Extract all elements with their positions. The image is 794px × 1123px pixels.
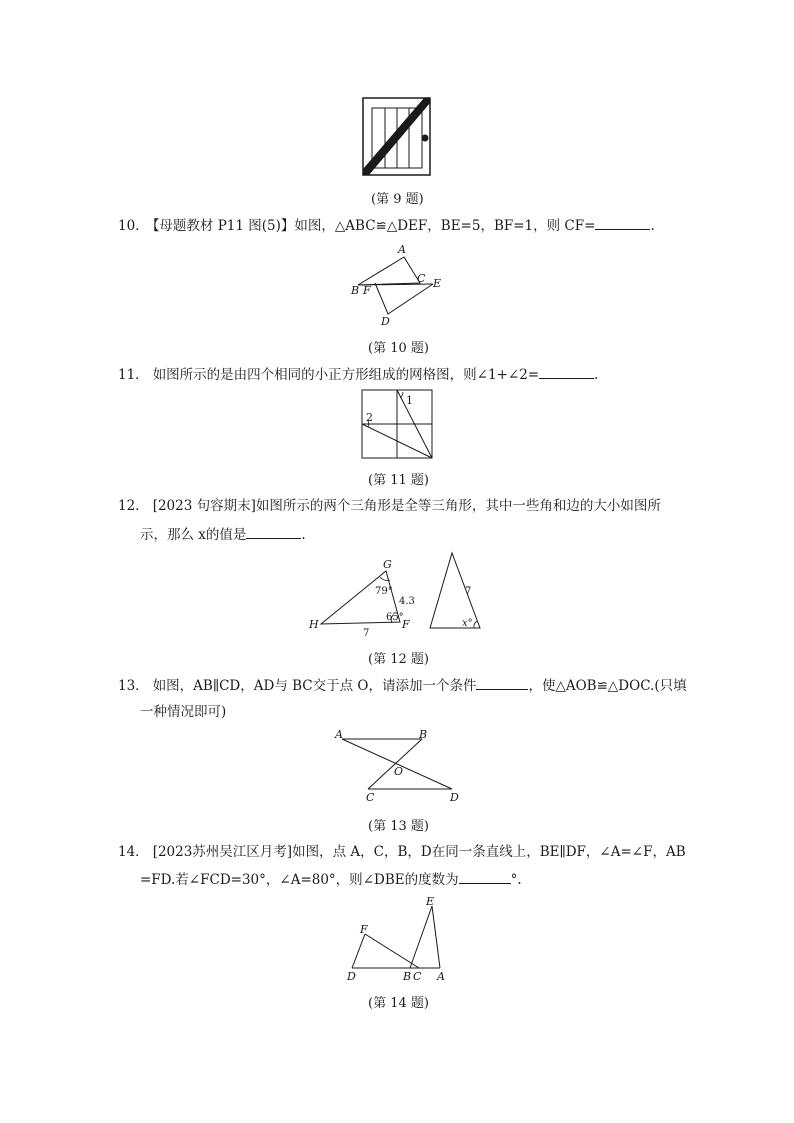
label-F: F <box>363 284 371 297</box>
question-10 <box>118 215 655 236</box>
question-number: 10． <box>118 218 149 234</box>
figure-10-caption: (第 10 题) <box>368 341 429 356</box>
label-B: B <box>403 970 412 983</box>
question-13 <box>118 675 687 696</box>
figure-9-caption: (第 9 题) <box>371 192 424 207</box>
label-F: F <box>402 618 410 631</box>
question-14-text: =FD.若∠FCD=30°，∠A=80°，则∠DBE的度数为 <box>140 872 459 888</box>
question-end: °. <box>510 872 522 888</box>
question-12-line1: [2023 句容期末]如图所示的两个三角形是全等三角形，其中一些角和边的大小如图所 <box>152 498 661 514</box>
question-12-line2 <box>140 524 306 545</box>
question-number: 14． <box>118 844 149 860</box>
label-C: C <box>366 791 375 804</box>
question-14-line1: [2023苏州吴江区月考]如图，点 A，C，B，D在同一条直线上，BE∥DF，∠A=∠F，AB <box>152 844 686 860</box>
answer-blank[interactable] <box>595 215 650 230</box>
question-10-text: 【母题教材 P11 图(5)】如图，△ABC≌△DEF，BE=5，BF=1，则 CF= <box>152 218 596 234</box>
question-end: . <box>594 367 599 383</box>
label-F: F <box>360 923 368 936</box>
label-A: A <box>437 970 445 983</box>
question-13-text-a: 如图，AB∥CD，AD与 BC交于点 O，请添加一个条件 <box>152 678 477 694</box>
question-end: . <box>301 527 306 543</box>
answer-blank[interactable] <box>459 869 511 884</box>
side-43-label: 4.3 <box>399 596 415 607</box>
question-end: . <box>650 218 655 234</box>
label-H: H <box>309 618 319 631</box>
label-E: E <box>433 277 442 290</box>
question-13-line2 <box>140 702 226 722</box>
label-G: G <box>383 558 392 571</box>
label-A: A <box>335 728 343 741</box>
side-7-label-right: 7 <box>465 586 472 597</box>
figure-14 <box>340 893 455 985</box>
angle-1-label: 1 <box>406 394 413 407</box>
side-7-label-left: 7 <box>363 628 370 639</box>
question-13-text: 一种情况即可) <box>140 704 227 720</box>
answer-blank[interactable] <box>476 675 528 690</box>
answer-blank[interactable] <box>539 364 594 379</box>
question-11 <box>118 364 598 385</box>
question-number: 13． <box>118 678 149 694</box>
question-14-line2 <box>140 869 522 890</box>
label-O: O <box>394 765 404 778</box>
angle-x-label: x° <box>462 618 473 629</box>
angle-65-label: 65° <box>386 612 404 623</box>
label-B: B <box>419 728 428 741</box>
label-B: B <box>351 284 360 297</box>
figure-12 <box>305 548 495 640</box>
figure-10 <box>345 240 450 328</box>
question-14 <box>118 842 686 862</box>
figure-11-caption: (第 11 题) <box>368 473 429 488</box>
label-E: E <box>426 895 435 908</box>
question-11-text: 如图所示的是由四个相同的小正方形组成的网格图，则∠1+∠2= <box>152 367 540 383</box>
question-12-text: 示，那么 x的值是 <box>140 527 247 543</box>
label-C: C <box>417 272 426 285</box>
label-A: A <box>398 243 406 256</box>
answer-blank[interactable] <box>246 524 301 539</box>
question-12 <box>118 496 661 516</box>
question-number: 11． <box>118 367 149 383</box>
question-13-text-b: ，使△AOB≌△DOC.(只填 <box>528 678 687 694</box>
figure-13-caption: (第 13 题) <box>368 819 429 834</box>
figure-12-caption: (第 12 题) <box>368 652 429 667</box>
figure-14-caption: (第 14 题) <box>368 996 429 1011</box>
figure-11 <box>360 388 435 460</box>
label-C: C <box>413 970 422 983</box>
figure-13 <box>330 727 465 807</box>
label-D: D <box>450 791 459 804</box>
angle-2-label: 2 <box>366 411 373 424</box>
figure-9 <box>360 95 435 180</box>
label-D: D <box>381 315 390 328</box>
question-number: 12． <box>118 498 149 514</box>
label-D: D <box>347 970 356 983</box>
angle-79-label: 79° <box>375 586 393 597</box>
